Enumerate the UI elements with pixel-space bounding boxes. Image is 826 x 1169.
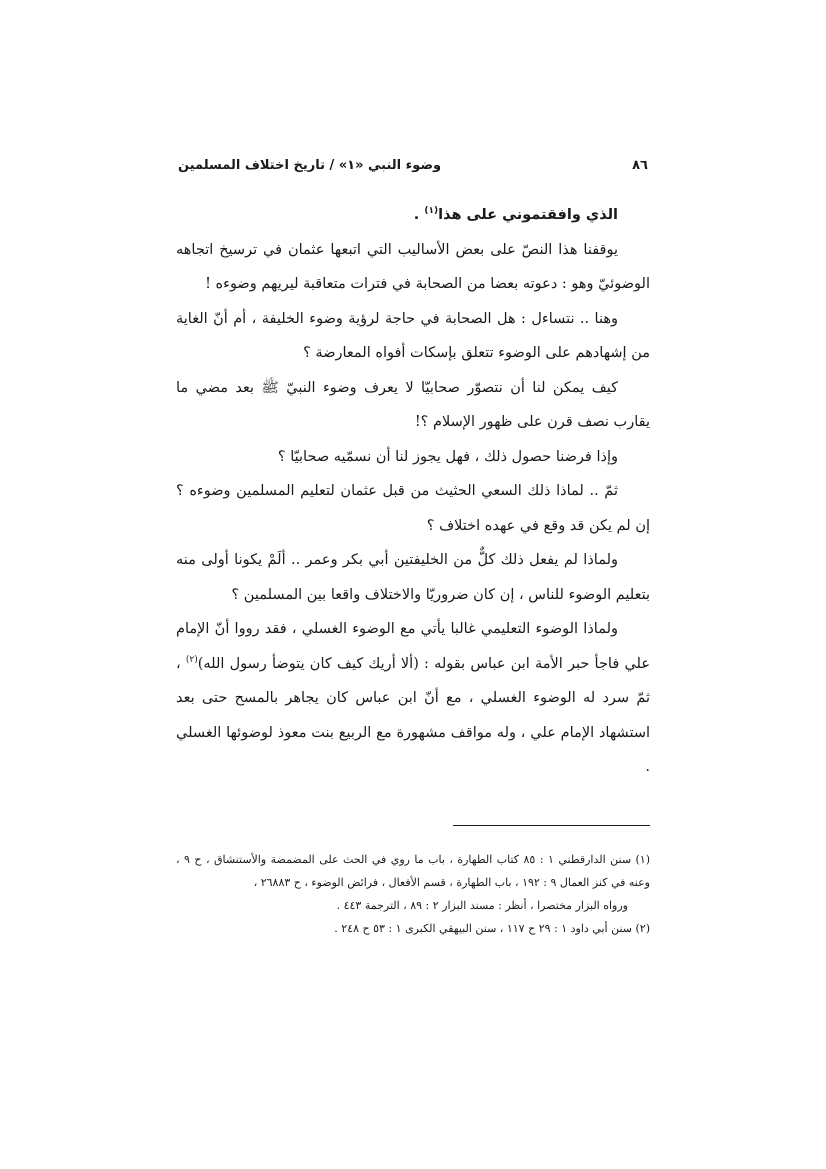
- page-number: ٨٦: [632, 158, 648, 173]
- footnote-ref-1: (١): [424, 206, 439, 217]
- paragraph-4: كيف يمكن لنا أن نتصوّر صحابيّا لا يعرف وضوء النبيّ ﷺ بعد مضي ما يقارب نصف قرن على ظهور الإسلام ؟!: [176, 379, 650, 430]
- footnotes: [176, 848, 650, 940]
- paragraph-3: وهنا .. نتساءل : هل الصحابة في حاجة لرؤية وضوء الخليفة ، أم أنّ الغاية من إشهادهم على الوضوء تتعلق بإسكات أفواه المعارضة ؟: [176, 310, 650, 361]
- running-title: وضوء النبي «١» / تاريخ اختلاف المسلمين: [178, 158, 442, 173]
- paragraph-1-end: .: [413, 207, 425, 223]
- paragraph-8: [176, 612, 650, 785]
- running-header: [178, 155, 648, 177]
- footnote-separator: [453, 825, 650, 826]
- paragraph-5: وإذا فرضنا حصول ذلك ، فهل يجوز لنا أن نسمّيه صحابيّا ؟: [277, 448, 618, 465]
- paragraph-8-part-b: ، ثمّ سرد له الوضوء الغسلي ، مع أنّ ابن عباس كان يجاهر بالمسح حتى بعد استشهاد الإمام علي ، وله مواقف مشهورة مع الربيع بنت معوذ لوضوئها الغسلي .: [176, 655, 650, 775]
- footnote-2: (٢) سنن أبي داود ١ : ٢٩ ح ١١٧ ، سنن البيهقي الكبرى ١ : ٥٣ ح ٢٤٨ .: [334, 922, 650, 935]
- paragraph-6: ثمّ .. لماذا ذلك السعي الحثيث من قبل عثمان لتعليم المسلمين وضوءه ؟ إن لم يكن قد وقع في عهده اختلاف ؟: [176, 483, 650, 534]
- paragraph-8-part-a: ولماذا الوضوء التعليمي غالبا يأتي مع الوضوء الغسلي ، فقد رووا أنّ الإمام علي فاجأ حبر الأمة ابن عباس بقوله : (ألا أريك كيف كان يتوضأ رسول الله): [176, 621, 650, 672]
- footnote-1-continued: ورواه البزار مختصرا ، أنظر : مسند البزار ٢ : ٨٩ ، الترجمة ٤٤٣ .: [336, 899, 628, 912]
- footnote-ref-2: (٢): [185, 654, 198, 665]
- footnote-1: (١) سنن الدارقطني ١ : ٨٥ كتاب الطهارة ، باب ما روي في الحث على المضمضة والأستنشاق ، ح ٩ ، وعنه في كنز العمال ٩ : ١٩٢ ، باب الطهارة ، قسم الأفعال ، فرائض الوضوء ، ح ٢٦٨٨٣ ،: [176, 853, 651, 889]
- paragraph-1: [176, 198, 650, 233]
- main-text: [176, 198, 650, 785]
- paragraph-1-text: الذي وافقتموني على هذا: [438, 207, 618, 223]
- paragraph-2: يوقفنا هذا النصّ على بعض الأساليب التي اتبعها عثمان في ترسيخ اتجاهه الوضوئيّ وهو : دعوته بعضا من الصحابة في فترات متعاقبة ليريهم وضوءه !: [176, 241, 650, 292]
- paragraph-7: ولماذا لم يفعل ذلك كلٌّ من الخليفتين أبي بكر وعمر .. ألَمْ يكونا أولى منه بتعليم الوضوء للناس ، إن كان ضروريّا والاختلاف واقعا بين المسلمين ؟: [176, 552, 650, 603]
